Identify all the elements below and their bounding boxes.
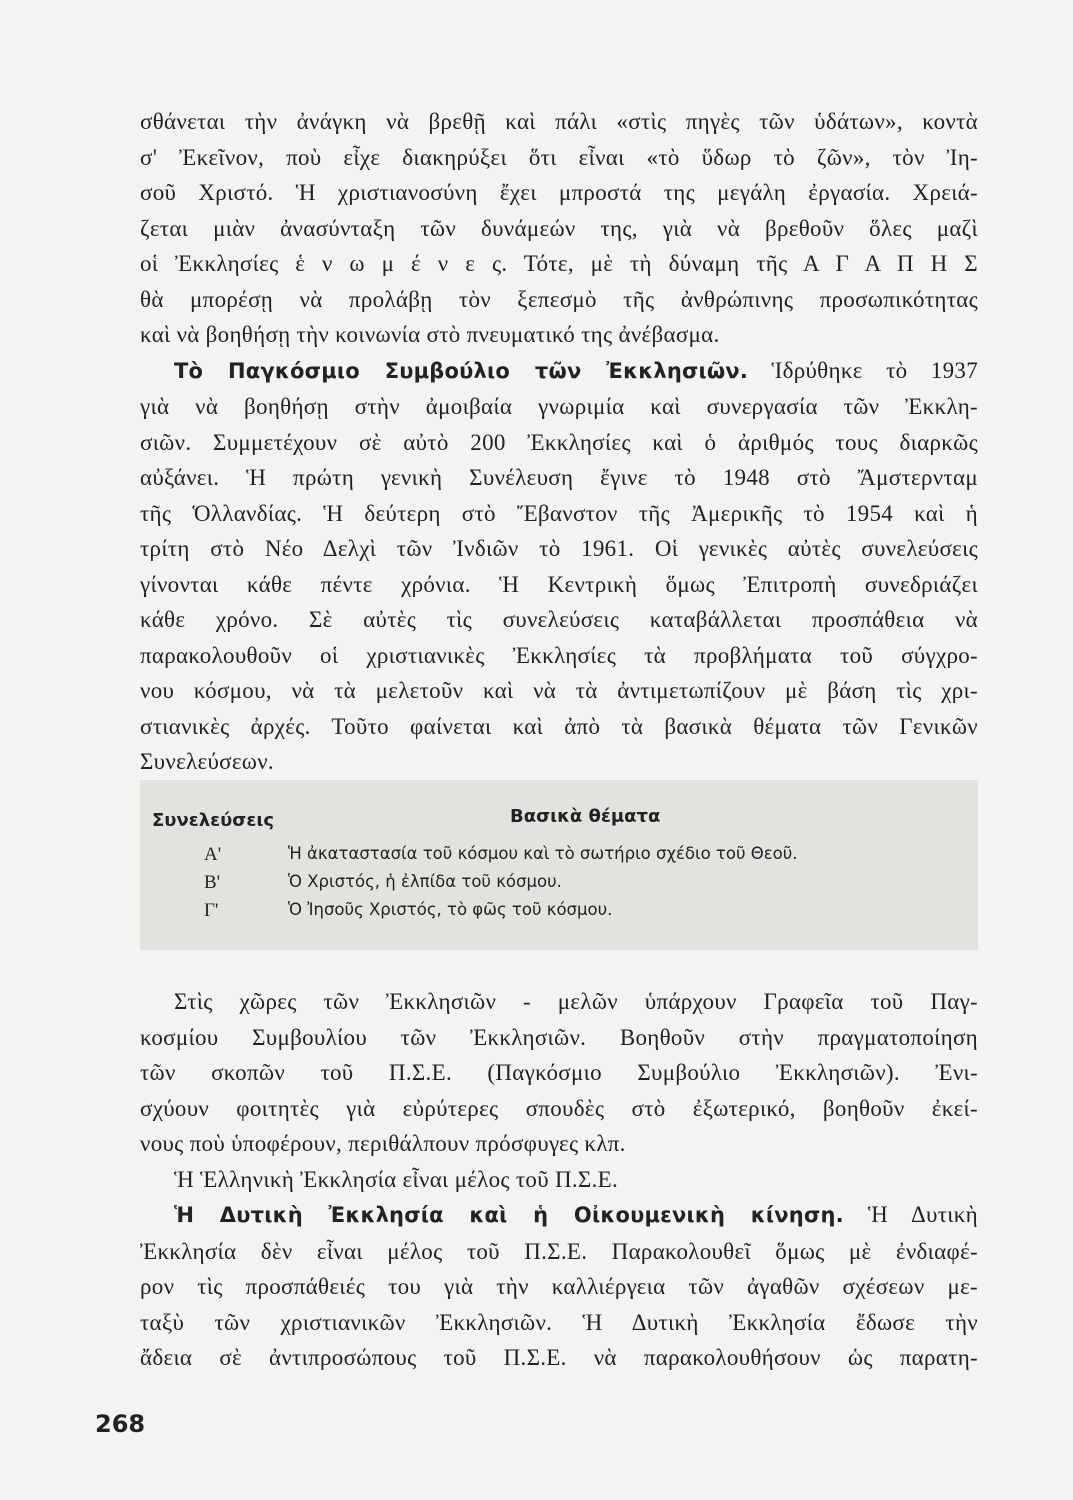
- text-line: αὐξάνει. Ἡ πρώτη γενικὴ Συνέλευση ἔγινε τὸ 1948 στὸ Ἄμστερνταμ: [140, 465, 978, 490]
- table-header-topics: Βασικὰ θέματα: [510, 806, 661, 827]
- text-line: ἄδεια σὲ ἀντιπροσώπους τοῦ Π.Σ.Ε. νὰ παρακολουθήσουν ὡς παρατη-: [140, 1345, 978, 1370]
- text-line: ταξὺ τῶν χριστιανικῶν Ἐκκλησιῶν. Ἡ Δυτικὴ Ἐκκλησία ἔδωσε τὴν: [140, 1309, 978, 1335]
- text-line: τῆς Ὁλλανδίας. Ἡ δεύτερη στὸ Ἔβανστον τῆς Ἀμερικῆς τὸ 1954 καὶ ἡ: [140, 500, 978, 526]
- text-line: σθάνεται τὴν ἀνάγκη νὰ βρεθῇ καὶ πάλι «στὶς πηγὲς τῶν ὑδάτων», κοντὰ: [140, 109, 978, 134]
- text-line: νου κόσμου, νὰ τὰ μελετοῦν καὶ νὰ τὰ ἀντιμετωπίζουν μὲ βάση τὶς χρι-: [140, 678, 978, 703]
- text-line: στιανικὲς ἀρχές. Τοῦτο φαίνεται καὶ ἀπὸ τὰ βασικὰ θέματα τῶν Γενικῶν: [140, 713, 978, 739]
- assembly-number: Γ': [204, 900, 219, 921]
- text-line: Ἐκκλησία δὲν εἶναι μέλος τοῦ Π.Σ.Ε. Παρακολουθεῖ ὅμως μὲ ἐνδιαφέ-: [140, 1238, 978, 1264]
- text-line: Συνελεύσεων.: [140, 749, 274, 774]
- assembly-topic: Ὁ Χριστός, ἡ ἐλπίδα τοῦ κόσμου.: [288, 872, 562, 891]
- table-row: [140, 872, 978, 900]
- page-number: 268: [95, 1410, 146, 1438]
- text-line: κοσμίου Συμβουλίου τῶν Ἐκκλησιῶν. Βοηθοῦν στὴν πραγματοποίηση: [140, 1024, 978, 1050]
- text-line: καὶ νὰ βοηθήσῃ τὴν κοινωνία στὸ πνευματικό της ἀνέβασμα.: [140, 322, 720, 347]
- assembly-topic: Ὁ Ἰησοῦς Χριστός, τὸ φῶς τοῦ κόσμου.: [288, 900, 613, 919]
- text-line: Στὶς χῶρες τῶν Ἐκκλησιῶν - μελῶν ὑπάρχουν Γραφεῖα τοῦ Παγ-: [174, 989, 978, 1014]
- main-text: [140, 104, 978, 780]
- western-heading: Ἡ Δυτικὴ Ἐκκλησία καὶ ἡ Οἰκουμενικὴ κίνηση.: [174, 1203, 844, 1227]
- main-text-lower: [140, 984, 978, 1376]
- text-line: θὰ μπορέσῃ νὰ προλάβῃ τὸν ξεπεσμὸ τῆς ἀνθρώπινης προσωπικότητας: [140, 286, 978, 312]
- text-line: οἱ Ἐκκλησίες ἑ ν ω μ έ ν ε ς. Τότε, μὲ τὴ δύναμη τῆς Α Γ Α Π Η Σ: [140, 251, 978, 276]
- wcc-heading: Τὸ Παγκόσμιο Συμβούλιο τῶν Ἐκκλησιῶν.: [174, 358, 749, 383]
- table-header-assemblies: Συνελεύσεις: [152, 810, 275, 831]
- wcc-first-line: [140, 353, 978, 390]
- western-first-line-rest: Ἡ Δυτικὴ: [868, 1202, 978, 1227]
- text-line: σιῶν. Συμμετέχουν σὲ αὐτὸ 200 Ἐκκλησίες καὶ ὁ ἀριθμός τους διαρκῶς: [140, 429, 978, 455]
- text-line: τῶν σκοπῶν τοῦ Π.Σ.Ε. (Παγκόσμιο Συμβούλιο Ἐκκλησιῶν). Ἐνι-: [140, 1060, 978, 1085]
- text-line: παρακολουθοῦν οἱ χριστιανικὲς Ἐκκλησίες τὰ προβλήματα τοῦ σύγχρο-: [140, 642, 978, 668]
- table-row: [140, 844, 978, 872]
- text-line: Ἡ Ἑλληνικὴ Ἐκκλησία εἶναι μέλος τοῦ Π.Σ.Ε.: [174, 1166, 619, 1192]
- assembly-number: Β': [204, 872, 221, 893]
- wcc-first-line-rest: Ἱδρύθηκε τὸ 1937: [771, 357, 978, 383]
- text-line: γιὰ νὰ βοηθήσῃ στὴν ἀμοιβαία γνωριμία καὶ συνεργασία τῶν Ἐκκλη-: [140, 394, 978, 419]
- text-line: σ' Ἐκεῖνον, ποὺ εἶχε διακηρύξει ὅτι εἶναι «τὸ ὕδωρ τὸ ζῶν», τὸν Ἰη-: [140, 144, 978, 170]
- text-line: ζεται μιὰν ἀνασύνταξη τῶν δυνάμεών της, γιὰ νὰ βρεθοῦν ὅλες μαζὶ: [140, 215, 978, 241]
- text-line: νους ποὺ ὑποφέρουν, περιθάλπουν πρόσφυγες κλπ.: [140, 1131, 626, 1156]
- assembly-number: Α': [204, 844, 222, 865]
- western-first-line: [140, 1197, 978, 1234]
- table-row: [140, 900, 978, 928]
- text-line: σοῦ Χριστό. Ἡ χριστιανοσύνη ἔχει μπροστά της μεγάλη ἐργασία. Χρειά-: [140, 180, 978, 205]
- text-line: γίνονται κάθε πέντε χρόνια. Ἡ Κεντρικὴ ὅμως Ἐπιτροπὴ συνεδριάζει: [140, 571, 978, 597]
- assemblies-table: [140, 780, 978, 950]
- assembly-topic: Ἡ ἀκαταστασία τοῦ κόσμου καὶ τὸ σωτήριο σχέδιο τοῦ Θεοῦ.: [288, 844, 798, 863]
- text-line: σχύουν φοιτητὲς γιὰ εὐρύτερες σπουδὲς στὸ ἐξωτερικό, βοηθοῦν ἐκεί-: [140, 1095, 978, 1121]
- text-line: ρον τὶς προσπάθειές του γιὰ τὴν καλλιέργεια τῶν ἀγαθῶν σχέσεων με-: [140, 1274, 978, 1299]
- text-line: κάθε χρόνο. Σὲ αὐτὲς τὶς συνελεύσεις καταβάλλεται προσπάθεια νὰ: [140, 607, 978, 632]
- text-line: τρίτη στὸ Νέο Δελχὶ τῶν Ἰνδιῶν τὸ 1961. Οἱ γενικὲς αὐτὲς συνελεύσεις: [140, 536, 978, 561]
